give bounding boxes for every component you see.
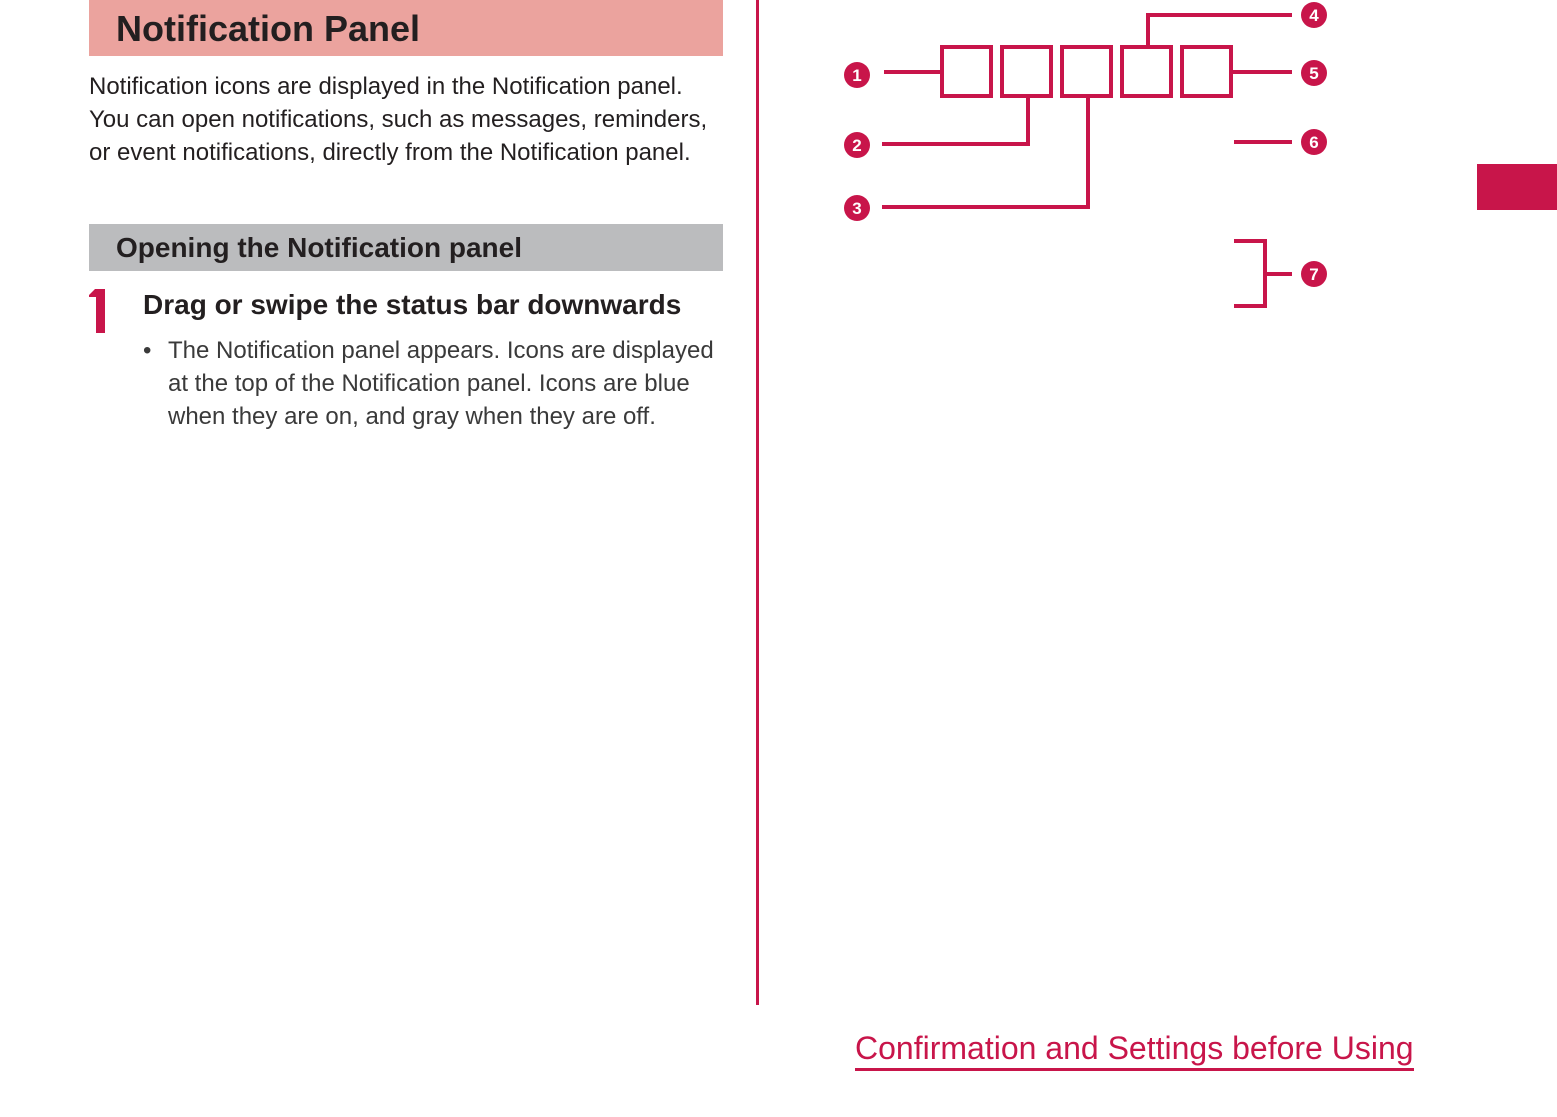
callout-7 bbox=[1301, 261, 1327, 287]
bracket-7 bbox=[1234, 241, 1265, 306]
section-title: Opening the Notification panel bbox=[116, 232, 522, 263]
callout-4 bbox=[1301, 2, 1327, 28]
section-title-bar bbox=[89, 224, 723, 271]
svg-text:3: 3 bbox=[852, 199, 862, 218]
svg-text:5: 5 bbox=[1309, 64, 1319, 83]
column-divider bbox=[756, 0, 759, 1005]
leader-line-3 bbox=[882, 96, 1088, 207]
callout-6 bbox=[1301, 129, 1327, 155]
callout-3 bbox=[844, 195, 870, 221]
page-title: Notification Panel bbox=[116, 8, 421, 49]
diagram-icon-box-2 bbox=[1002, 47, 1051, 96]
svg-text:7: 7 bbox=[1309, 265, 1319, 284]
leader-line-4 bbox=[1148, 15, 1292, 47]
callout-1 bbox=[844, 62, 870, 88]
svg-text:1: 1 bbox=[852, 66, 862, 85]
chapter-footer: Confirmation and Settings before Using bbox=[855, 1030, 1414, 1071]
notification-panel-diagram bbox=[760, 0, 1360, 320]
diagram-icon-box-1 bbox=[942, 47, 991, 96]
intro-paragraph: Notification icons are displayed in the Notification panel. You can open notifications, such as messages, reminders, or event notifications, directly from the Notification panel. bbox=[89, 73, 708, 166]
svg-text:4: 4 bbox=[1309, 6, 1319, 25]
bullet-dot: • bbox=[143, 337, 152, 364]
diagram-icon-box-3 bbox=[1062, 47, 1111, 96]
callout-5 bbox=[1301, 60, 1327, 86]
diagram-icon-box-4 bbox=[1122, 47, 1171, 96]
step-number-1 bbox=[89, 289, 105, 333]
diagram-icon-box-5 bbox=[1182, 47, 1231, 96]
svg-text:2: 2 bbox=[852, 136, 862, 155]
bullet-text: The Notification panel appears. Icons are displayed at the top of the Notification panel. Icons are blue when they are on, and gray when they are off. bbox=[168, 337, 714, 430]
callout-2 bbox=[844, 132, 870, 158]
step-bullet bbox=[143, 334, 733, 433]
chapter-tab bbox=[1477, 164, 1557, 210]
leader-line-2 bbox=[882, 96, 1028, 144]
svg-text:6: 6 bbox=[1309, 133, 1319, 152]
step-heading: Drag or swipe the status bar downwards bbox=[143, 289, 682, 320]
page-title-bar bbox=[89, 0, 723, 56]
